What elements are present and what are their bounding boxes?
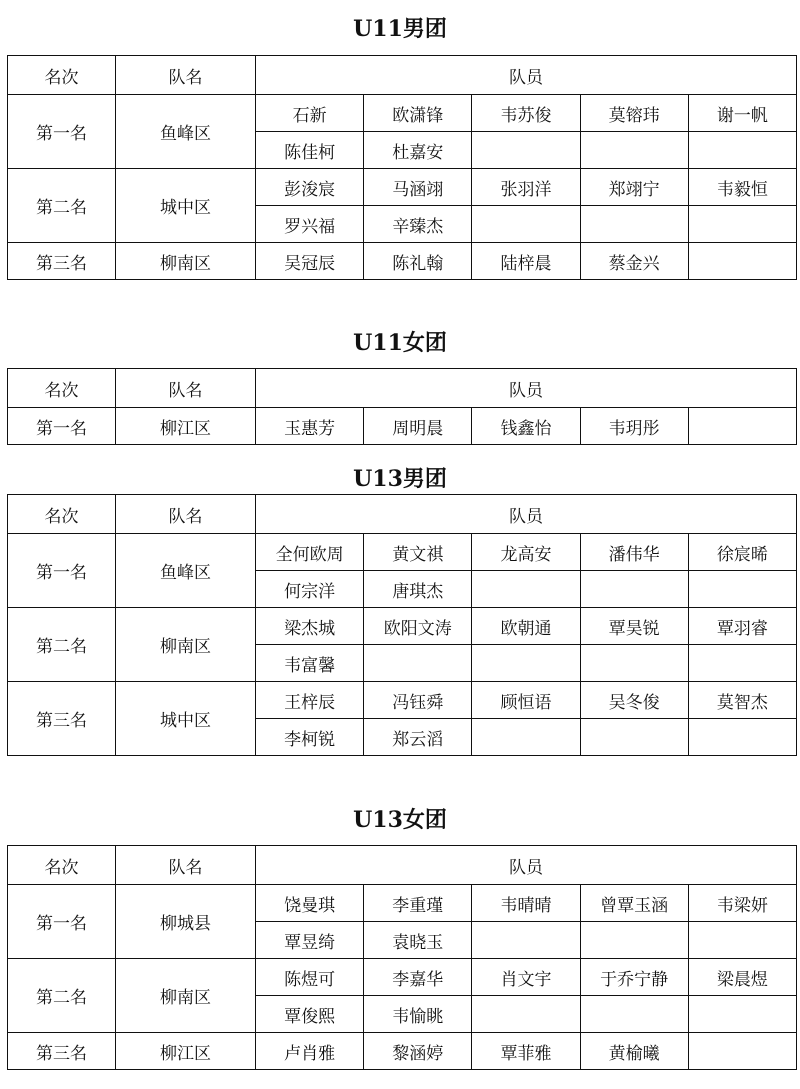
member-cell (472, 996, 580, 1033)
rank-cell: 第一名 (8, 95, 116, 169)
member-cell (688, 922, 796, 959)
member-cell: 覃昊锐 (580, 608, 688, 645)
member-cell: 韦富馨 (256, 645, 364, 682)
member-cell (688, 408, 796, 445)
member-cell (688, 132, 796, 169)
results-table (7, 845, 797, 1070)
member-cell (580, 922, 688, 959)
member-cell: 黎涵婷 (364, 1033, 472, 1070)
member-cell: 覃俊熙 (256, 996, 364, 1033)
member-cell: 郑翊宁 (580, 169, 688, 206)
rank-cell: 第一名 (8, 534, 116, 608)
member-cell: 玉惠芳 (256, 408, 364, 445)
member-cell: 张羽洋 (472, 169, 580, 206)
rank-cell: 第三名 (8, 243, 116, 280)
member-cell: 陈礼翰 (364, 243, 472, 280)
header-members: 队员 (256, 495, 797, 534)
member-cell: 韦玥彤 (580, 408, 688, 445)
rank-cell: 第二名 (8, 608, 116, 682)
member-cell: 覃羽睿 (688, 608, 796, 645)
member-cell: 莫智杰 (688, 682, 796, 719)
table-row (8, 1033, 797, 1070)
member-cell: 石新 (256, 95, 364, 132)
member-cell: 欧潇锋 (364, 95, 472, 132)
member-cell: 袁晓玉 (364, 922, 472, 959)
member-cell (364, 645, 472, 682)
member-cell (580, 206, 688, 243)
team-cell: 柳南区 (116, 608, 256, 682)
member-cell: 曾覃玉涵 (580, 885, 688, 922)
header-team: 队名 (116, 846, 256, 885)
member-cell: 韦愉眺 (364, 996, 472, 1033)
member-cell: 覃昱绮 (256, 922, 364, 959)
member-cell: 吴冬俊 (580, 682, 688, 719)
member-cell: 蔡金兴 (580, 243, 688, 280)
table-row (8, 682, 797, 719)
member-cell: 龙高安 (472, 534, 580, 571)
header-members: 队员 (256, 369, 797, 408)
member-cell (688, 206, 796, 243)
header-row (8, 846, 797, 885)
member-cell: 欧阳文涛 (364, 608, 472, 645)
member-cell: 韦梁妍 (688, 885, 796, 922)
member-cell (688, 571, 796, 608)
member-cell: 周明晨 (364, 408, 472, 445)
results-table (7, 494, 797, 756)
rank-cell: 第三名 (8, 1033, 116, 1070)
rank-cell: 第一名 (8, 408, 116, 445)
member-cell (472, 645, 580, 682)
member-cell: 辛臻杰 (364, 206, 472, 243)
member-cell (472, 922, 580, 959)
member-cell: 梁晨煜 (688, 959, 796, 996)
header-row (8, 56, 797, 95)
member-cell: 李柯锐 (256, 719, 364, 756)
member-cell: 李重瑾 (364, 885, 472, 922)
header-members: 队员 (256, 846, 797, 885)
team-cell: 鱼峰区 (116, 534, 256, 608)
member-cell: 于乔宁静 (580, 959, 688, 996)
member-cell: 覃菲雅 (472, 1033, 580, 1070)
header-row (8, 369, 797, 408)
member-cell: 韦苏俊 (472, 95, 580, 132)
member-cell (688, 645, 796, 682)
member-cell: 吴冠辰 (256, 243, 364, 280)
member-cell: 何宗洋 (256, 571, 364, 608)
team-cell: 城中区 (116, 682, 256, 756)
member-cell: 陆梓晨 (472, 243, 580, 280)
member-cell: 韦晴晴 (472, 885, 580, 922)
results-table (7, 368, 797, 445)
section-title: U11男团 (353, 16, 447, 42)
member-cell: 罗兴福 (256, 206, 364, 243)
member-cell (472, 206, 580, 243)
rank-cell: 第二名 (8, 169, 116, 243)
member-cell: 陈煜可 (256, 959, 364, 996)
member-cell: 黄文祺 (364, 534, 472, 571)
table-row (8, 243, 797, 280)
header-team: 队名 (116, 56, 256, 95)
member-cell (688, 996, 796, 1033)
member-cell (688, 1033, 796, 1070)
table-row (8, 95, 797, 132)
team-cell: 柳南区 (116, 243, 256, 280)
section-title: U13男团 (353, 466, 447, 492)
member-cell: 唐琪杰 (364, 571, 472, 608)
member-cell (580, 996, 688, 1033)
rank-cell: 第三名 (8, 682, 116, 756)
header-rank: 名次 (8, 369, 116, 408)
header-row (8, 495, 797, 534)
member-cell: 顾恒语 (472, 682, 580, 719)
member-cell (472, 132, 580, 169)
member-cell: 肖文宇 (472, 959, 580, 996)
member-cell: 杜嘉安 (364, 132, 472, 169)
section-title: U11女团 (353, 330, 447, 356)
member-cell: 卢肖雅 (256, 1033, 364, 1070)
header-team: 队名 (116, 495, 256, 534)
table-row (8, 608, 797, 645)
member-cell (472, 719, 580, 756)
header-rank: 名次 (8, 495, 116, 534)
table-row (8, 169, 797, 206)
team-cell: 柳江区 (116, 408, 256, 445)
member-cell: 梁杰城 (256, 608, 364, 645)
member-cell (688, 243, 796, 280)
member-cell: 黄榆曦 (580, 1033, 688, 1070)
member-cell: 潘伟华 (580, 534, 688, 571)
member-cell (688, 719, 796, 756)
table-row (8, 534, 797, 571)
header-rank: 名次 (8, 846, 116, 885)
header-team: 队名 (116, 369, 256, 408)
member-cell: 谢一帆 (688, 95, 796, 132)
member-cell: 彭浚宸 (256, 169, 364, 206)
table-row (8, 408, 797, 445)
section-title: U13女团 (353, 807, 447, 833)
member-cell: 马涵翊 (364, 169, 472, 206)
table-row (8, 959, 797, 996)
member-cell (580, 645, 688, 682)
member-cell: 欧朝通 (472, 608, 580, 645)
results-table (7, 55, 797, 280)
member-cell: 饶曼琪 (256, 885, 364, 922)
team-cell: 柳南区 (116, 959, 256, 1033)
team-cell: 城中区 (116, 169, 256, 243)
header-members: 队员 (256, 56, 797, 95)
member-cell: 王梓辰 (256, 682, 364, 719)
member-cell: 李嘉华 (364, 959, 472, 996)
member-cell: 韦毅恒 (688, 169, 796, 206)
table-row (8, 885, 797, 922)
member-cell: 冯钰舜 (364, 682, 472, 719)
member-cell: 钱鑫怡 (472, 408, 580, 445)
member-cell (580, 132, 688, 169)
header-rank: 名次 (8, 56, 116, 95)
member-cell: 陈佳柯 (256, 132, 364, 169)
member-cell (580, 571, 688, 608)
member-cell (472, 571, 580, 608)
team-cell: 鱼峰区 (116, 95, 256, 169)
member-cell (580, 719, 688, 756)
member-cell: 郑云滔 (364, 719, 472, 756)
member-cell: 徐宸晞 (688, 534, 796, 571)
rank-cell: 第一名 (8, 885, 116, 959)
member-cell: 全何欧周 (256, 534, 364, 571)
team-cell: 柳江区 (116, 1033, 256, 1070)
team-cell: 柳城县 (116, 885, 256, 959)
member-cell: 莫镕玮 (580, 95, 688, 132)
rank-cell: 第二名 (8, 959, 116, 1033)
